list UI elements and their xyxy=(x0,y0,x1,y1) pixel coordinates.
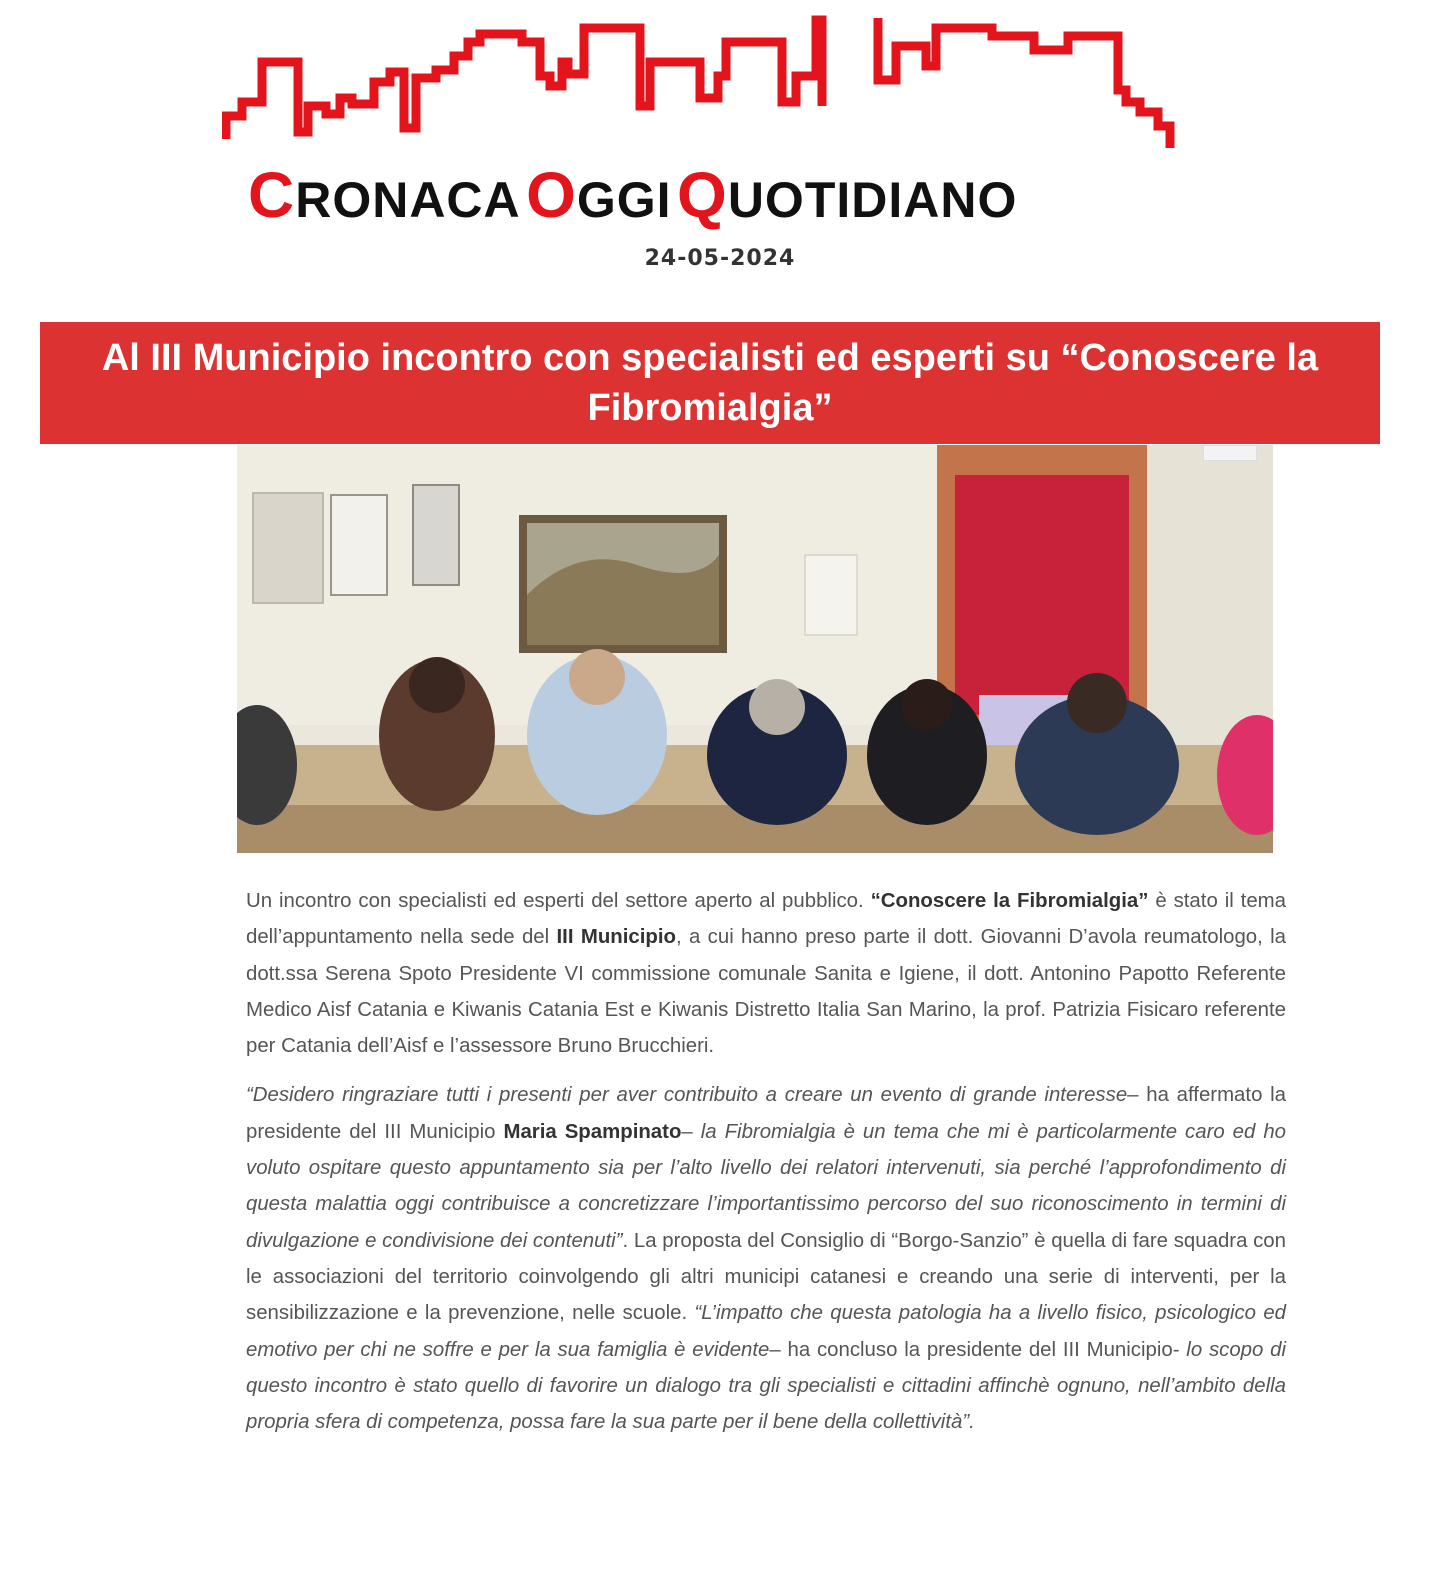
article-body xyxy=(246,883,1286,1453)
p2-text-3: . La proposta del Consiglio di “Borgo-Sanzio” è quella di fare squadra con le associazioni del territorio coinvolgendo gli altri municipi catanesi e creando una serie di interventi, per la sensibilizzazione e la prevenzione, nelle scuole. xyxy=(246,1229,1286,1325)
p2-bold-president: Maria Spampinato xyxy=(503,1120,682,1143)
skyline-logo-icon xyxy=(222,14,1202,154)
meeting-photo-icon xyxy=(237,445,1273,853)
brand-initial-c: C xyxy=(248,159,296,231)
article-paragraph-2 xyxy=(246,1077,1286,1440)
article-headline: Al III Municipio incontro con specialisti ed esperti su “Conoscere la Fibromialgia” xyxy=(101,337,1319,429)
p2-text-1: – ha affermato la presidente del III Municipio xyxy=(246,1084,1287,1143)
article-photo xyxy=(237,445,1273,853)
p2-text-4: – ha concluso la presidente del III Municipio- xyxy=(769,1338,1187,1361)
p1-bold-topic: “Conoscere la Fibromialgia” xyxy=(870,890,1149,912)
p2-quote-3: “L’impatto che questa patologia ha a livello fisico, psicologico ed emotivo per chi ne soffre e per la sua famiglia è evidente xyxy=(246,1302,1286,1361)
headline-bar xyxy=(40,322,1380,444)
p1-bold-municipio: III Municipio xyxy=(556,926,676,949)
p2-quote-1: “Desidero ringraziare tutti i presenti per aver contribuito a creare un evento di grande interesse xyxy=(246,1084,1128,1107)
photo-corner-tag xyxy=(1203,445,1257,461)
p2-text-2: – xyxy=(681,1120,701,1143)
article-paragraph-1 xyxy=(246,883,1286,1064)
brand-word-quotidiano: UOTIDIANO xyxy=(727,172,1018,228)
brand-name xyxy=(248,160,1017,230)
publication-date: 24-05-2024 xyxy=(644,246,796,271)
p2-quote-2: la Fibromialgia è un tema che mi è particolarmente caro ed ho voluto ospitare questo appuntamento sia per l’alto livello dei relatori intervenuti, sia perché l’approfondimento di questa malattia oggi contribuisce a concretizzare l’importantissimo percorso del suo riconoscimento in termini di divulgazione e condivisione dei contenuti” xyxy=(246,1120,1287,1252)
p1-text-3: , a cui hanno preso parte il dott. Giovanni D’avola reumatologo, la dott.ssa Serena Spoto Presidente VI commissione comunale Sanita e Igiene, il dott. Antonino Papotto Referente Medico Aisf Catania e Kiwanis Catania Est e Kiwanis Distretto Italia San Marino, la prof. Patrizia Fisicaro referente per Catania dell’Aisf e l’assessore Bruno Brucchieri. xyxy=(246,926,1286,1058)
brand-initial-q: Q xyxy=(677,159,728,231)
p2-quote-4: lo scopo di questo incontro è stato quello di favorire un dialogo tra gli specialisti e cittadini affinchè ognuno, nell’ambito della propria sfera di competenza, possa fare la sua parte per il bene della collettività”. xyxy=(246,1338,1286,1434)
brand-initial-o: O xyxy=(526,159,577,231)
p1-text-2: è stato il tema dell’appuntamento nella sede del xyxy=(246,890,1286,949)
brand-word-oggi: GGI xyxy=(576,172,672,228)
p1-text-1: Un incontro con specialisti ed esperti del settore aperto al pubblico. xyxy=(246,890,871,912)
brand-word-cronaca: RONACA xyxy=(295,172,521,228)
masthead xyxy=(0,0,1440,300)
